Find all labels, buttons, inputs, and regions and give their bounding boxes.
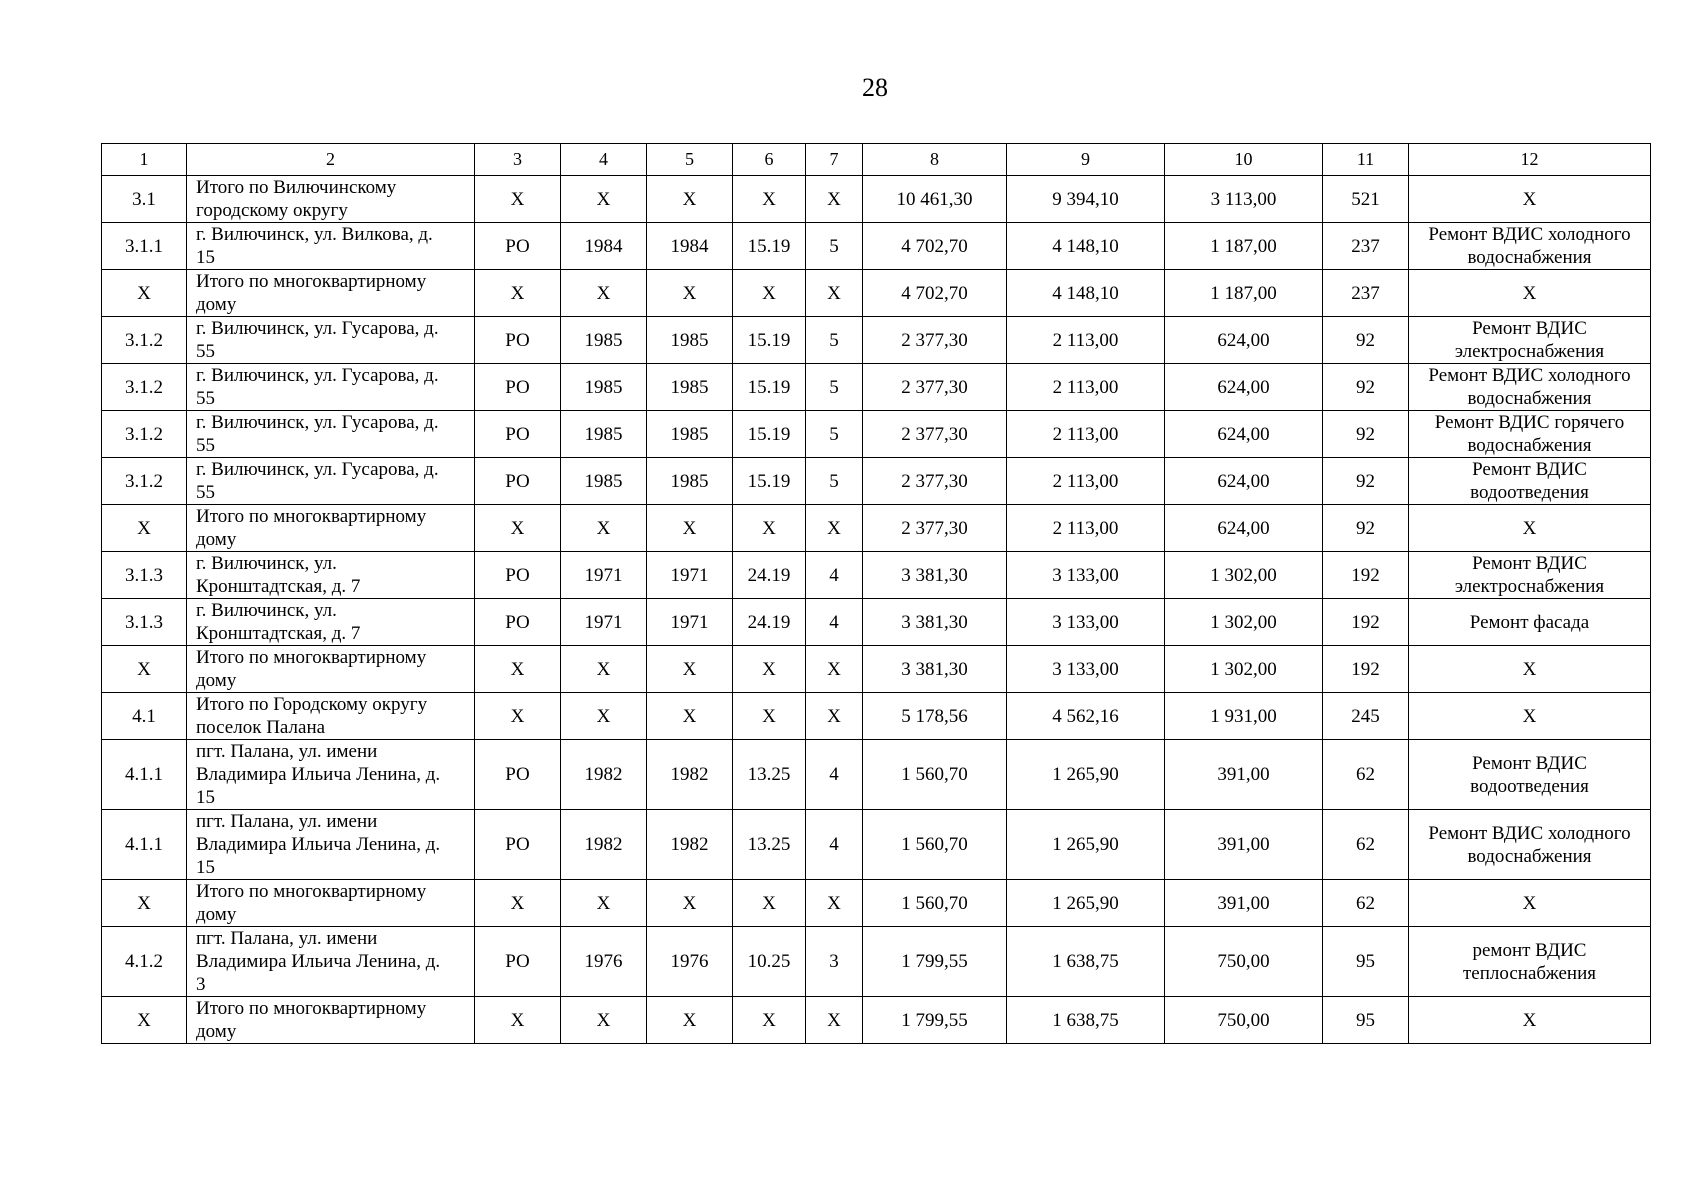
commissioning-year-cell: 1982 bbox=[561, 810, 647, 880]
table-row bbox=[102, 270, 1651, 317]
ownership-method-cell: РО bbox=[475, 552, 561, 599]
wall-material-cell: Х bbox=[733, 505, 806, 552]
table-row bbox=[102, 552, 1651, 599]
work-type-cell: Ремонт ВДИС электроснабжения bbox=[1409, 552, 1651, 599]
residential-area-cell: 3 133,00 bbox=[1007, 599, 1165, 646]
floors-cell: 4 bbox=[806, 599, 863, 646]
non-residential-area-cell: 1 931,00 bbox=[1165, 693, 1323, 740]
residents-count-cell: 62 bbox=[1323, 880, 1409, 927]
commissioning-year-cell: Х bbox=[561, 646, 647, 693]
item-number-cell: Х bbox=[102, 646, 187, 693]
total-area-cell: 2 377,30 bbox=[863, 364, 1007, 411]
repair-program-table bbox=[101, 143, 1651, 1044]
commissioning-year-cell: 1985 bbox=[561, 458, 647, 505]
wall-material-cell: Х bbox=[733, 997, 806, 1044]
ownership-method-cell: РО bbox=[475, 458, 561, 505]
building-year-cell: Х bbox=[647, 176, 733, 223]
non-residential-area-cell: 1 187,00 bbox=[1165, 270, 1323, 317]
building-year-cell: 1985 bbox=[647, 317, 733, 364]
column-number-row bbox=[102, 144, 1651, 176]
wall-material-cell: 13.25 bbox=[733, 810, 806, 880]
building-year-cell: Х bbox=[647, 646, 733, 693]
total-area-cell: 4 702,70 bbox=[863, 270, 1007, 317]
work-type-cell: Х bbox=[1409, 505, 1651, 552]
wall-material-cell: 15.19 bbox=[733, 411, 806, 458]
building-year-cell: 1984 bbox=[647, 223, 733, 270]
commissioning-year-cell: Х bbox=[561, 270, 647, 317]
non-residential-area-cell: 1 302,00 bbox=[1165, 599, 1323, 646]
wall-material-cell: Х bbox=[733, 176, 806, 223]
work-type-cell: Ремонт ВДИС холодного водоснабжения bbox=[1409, 223, 1651, 270]
residential-area-cell: 1 638,75 bbox=[1007, 927, 1165, 997]
address-cell: пгт. Палана, ул. имени Владимира Ильича Ленина, д. 15 bbox=[187, 740, 475, 810]
address-cell: Итого по Городскому округу поселок Палана bbox=[187, 693, 475, 740]
address-cell: г. Вилючинск, ул. Гусарова, д. 55 bbox=[187, 411, 475, 458]
residents-count-cell: 92 bbox=[1323, 411, 1409, 458]
total-area-cell: 3 381,30 bbox=[863, 552, 1007, 599]
address-cell: Итого по многоквартирному дому bbox=[187, 880, 475, 927]
commissioning-year-cell: 1985 bbox=[561, 411, 647, 458]
wall-material-cell: Х bbox=[733, 646, 806, 693]
ownership-method-cell: Х bbox=[475, 693, 561, 740]
floors-cell: 3 bbox=[806, 927, 863, 997]
building-year-cell: 1976 bbox=[647, 927, 733, 997]
column-number-header: 11 bbox=[1323, 144, 1409, 176]
table-body bbox=[102, 176, 1651, 1044]
work-type-cell: Х bbox=[1409, 270, 1651, 317]
building-year-cell: 1985 bbox=[647, 458, 733, 505]
residential-area-cell: 2 113,00 bbox=[1007, 505, 1165, 552]
building-year-cell: Х bbox=[647, 880, 733, 927]
building-year-cell: 1982 bbox=[647, 810, 733, 880]
non-residential-area-cell: 624,00 bbox=[1165, 411, 1323, 458]
residential-area-cell: 2 113,00 bbox=[1007, 411, 1165, 458]
column-number-header: 7 bbox=[806, 144, 863, 176]
column-number-header: 3 bbox=[475, 144, 561, 176]
item-number-cell: Х bbox=[102, 997, 187, 1044]
ownership-method-cell: РО bbox=[475, 740, 561, 810]
total-area-cell: 10 461,30 bbox=[863, 176, 1007, 223]
table-row bbox=[102, 810, 1651, 880]
residential-area-cell: 2 113,00 bbox=[1007, 458, 1165, 505]
wall-material-cell: Х bbox=[733, 880, 806, 927]
item-number-cell: 3.1.2 bbox=[102, 458, 187, 505]
floors-cell: 5 bbox=[806, 364, 863, 411]
floors-cell: 4 bbox=[806, 810, 863, 880]
non-residential-area-cell: 624,00 bbox=[1165, 458, 1323, 505]
residents-count-cell: 192 bbox=[1323, 552, 1409, 599]
residents-count-cell: 92 bbox=[1323, 458, 1409, 505]
item-number-cell: 4.1.1 bbox=[102, 810, 187, 880]
address-cell: Итого по многоквартирному дому bbox=[187, 997, 475, 1044]
ownership-method-cell: РО bbox=[475, 223, 561, 270]
wall-material-cell: Х bbox=[733, 693, 806, 740]
work-type-cell: Ремонт ВДИС горячего водоснабжения bbox=[1409, 411, 1651, 458]
item-number-cell: 4.1 bbox=[102, 693, 187, 740]
work-type-cell: Х bbox=[1409, 693, 1651, 740]
page-number: 28 bbox=[862, 73, 888, 102]
residents-count-cell: 95 bbox=[1323, 927, 1409, 997]
total-area-cell: 1 799,55 bbox=[863, 997, 1007, 1044]
commissioning-year-cell: 1984 bbox=[561, 223, 647, 270]
floors-cell: 5 bbox=[806, 317, 863, 364]
non-residential-area-cell: 624,00 bbox=[1165, 317, 1323, 364]
table-row bbox=[102, 646, 1651, 693]
item-number-cell: 3.1.3 bbox=[102, 599, 187, 646]
work-type-cell: Х bbox=[1409, 176, 1651, 223]
residential-area-cell: 4 148,10 bbox=[1007, 270, 1165, 317]
work-type-cell: Х bbox=[1409, 880, 1651, 927]
table-row bbox=[102, 176, 1651, 223]
residents-count-cell: 62 bbox=[1323, 740, 1409, 810]
residential-area-cell: 4 148,10 bbox=[1007, 223, 1165, 270]
ownership-method-cell: РО bbox=[475, 599, 561, 646]
column-number-header: 6 bbox=[733, 144, 806, 176]
commissioning-year-cell: Х bbox=[561, 997, 647, 1044]
non-residential-area-cell: 391,00 bbox=[1165, 810, 1323, 880]
non-residential-area-cell: 3 113,00 bbox=[1165, 176, 1323, 223]
non-residential-area-cell: 391,00 bbox=[1165, 740, 1323, 810]
floors-cell: 5 bbox=[806, 458, 863, 505]
building-year-cell: Х bbox=[647, 997, 733, 1044]
residents-count-cell: 237 bbox=[1323, 223, 1409, 270]
commissioning-year-cell: Х bbox=[561, 176, 647, 223]
address-cell: г. Вилючинск, ул. Кронштадтская, д. 7 bbox=[187, 599, 475, 646]
ownership-method-cell: РО bbox=[475, 411, 561, 458]
item-number-cell: 3.1.3 bbox=[102, 552, 187, 599]
address-cell: г. Вилючинск, ул. Гусарова, д. 55 bbox=[187, 317, 475, 364]
residents-count-cell: 92 bbox=[1323, 364, 1409, 411]
residents-count-cell: 62 bbox=[1323, 810, 1409, 880]
building-year-cell: 1985 bbox=[647, 411, 733, 458]
work-type-cell: ремонт ВДИС теплоснабжения bbox=[1409, 927, 1651, 997]
address-cell: г. Вилючинск, ул. Гусарова, д. 55 bbox=[187, 364, 475, 411]
column-number-header: 1 bbox=[102, 144, 187, 176]
item-number-cell: 4.1.1 bbox=[102, 740, 187, 810]
table-row bbox=[102, 411, 1651, 458]
residential-area-cell: 2 113,00 bbox=[1007, 364, 1165, 411]
commissioning-year-cell: Х bbox=[561, 880, 647, 927]
address-cell: Итого по Вилючинскому городскому округу bbox=[187, 176, 475, 223]
commissioning-year-cell: 1982 bbox=[561, 740, 647, 810]
table-row bbox=[102, 997, 1651, 1044]
item-number-cell: 4.1.2 bbox=[102, 927, 187, 997]
wall-material-cell: 15.19 bbox=[733, 458, 806, 505]
wall-material-cell: 15.19 bbox=[733, 364, 806, 411]
non-residential-area-cell: 624,00 bbox=[1165, 364, 1323, 411]
residents-count-cell: 192 bbox=[1323, 599, 1409, 646]
column-number-header: 12 bbox=[1409, 144, 1651, 176]
residential-area-cell: 1 265,90 bbox=[1007, 880, 1165, 927]
building-year-cell: Х bbox=[647, 270, 733, 317]
column-number-header: 5 bbox=[647, 144, 733, 176]
ownership-method-cell: Х bbox=[475, 997, 561, 1044]
table-row bbox=[102, 693, 1651, 740]
work-type-cell: Ремонт ВДИС холодного водоснабжения bbox=[1409, 810, 1651, 880]
address-cell: Итого по многоквартирному дому bbox=[187, 646, 475, 693]
work-type-cell: Ремонт ВДИС холодного водоснабжения bbox=[1409, 364, 1651, 411]
non-residential-area-cell: 1 187,00 bbox=[1165, 223, 1323, 270]
building-year-cell: 1971 bbox=[647, 599, 733, 646]
ownership-method-cell: РО bbox=[475, 927, 561, 997]
building-year-cell: 1971 bbox=[647, 552, 733, 599]
table-row bbox=[102, 317, 1651, 364]
residential-area-cell: 3 133,00 bbox=[1007, 646, 1165, 693]
residential-area-cell: 3 133,00 bbox=[1007, 552, 1165, 599]
ownership-method-cell: РО bbox=[475, 810, 561, 880]
floors-cell: Х bbox=[806, 270, 863, 317]
wall-material-cell: 15.19 bbox=[733, 223, 806, 270]
wall-material-cell: 10.25 bbox=[733, 927, 806, 997]
column-number-header: 9 bbox=[1007, 144, 1165, 176]
work-type-cell: Х bbox=[1409, 646, 1651, 693]
work-type-cell: Х bbox=[1409, 997, 1651, 1044]
non-residential-area-cell: 391,00 bbox=[1165, 880, 1323, 927]
residential-area-cell: 1 265,90 bbox=[1007, 740, 1165, 810]
residents-count-cell: 92 bbox=[1323, 317, 1409, 364]
total-area-cell: 1 799,55 bbox=[863, 927, 1007, 997]
column-number-header: 10 bbox=[1165, 144, 1323, 176]
work-type-cell: Ремонт фасада bbox=[1409, 599, 1651, 646]
address-cell: Итого по многоквартирному дому bbox=[187, 505, 475, 552]
floors-cell: 5 bbox=[806, 411, 863, 458]
residents-count-cell: 237 bbox=[1323, 270, 1409, 317]
non-residential-area-cell: 750,00 bbox=[1165, 997, 1323, 1044]
residential-area-cell: 9 394,10 bbox=[1007, 176, 1165, 223]
building-year-cell: 1982 bbox=[647, 740, 733, 810]
residential-area-cell: 2 113,00 bbox=[1007, 317, 1165, 364]
non-residential-area-cell: 1 302,00 bbox=[1165, 552, 1323, 599]
address-cell: пгт. Палана, ул. имени Владимира Ильича Ленина, д. 15 bbox=[187, 810, 475, 880]
total-area-cell: 4 702,70 bbox=[863, 223, 1007, 270]
column-number-header: 2 bbox=[187, 144, 475, 176]
floors-cell: Х bbox=[806, 646, 863, 693]
total-area-cell: 3 381,30 bbox=[863, 599, 1007, 646]
ownership-method-cell: РО bbox=[475, 317, 561, 364]
floors-cell: 5 bbox=[806, 223, 863, 270]
building-year-cell: Х bbox=[647, 693, 733, 740]
residential-area-cell: 1 638,75 bbox=[1007, 997, 1165, 1044]
table-row bbox=[102, 458, 1651, 505]
table-row bbox=[102, 880, 1651, 927]
work-type-cell: Ремонт ВДИС электроснабжения bbox=[1409, 317, 1651, 364]
column-number-header: 4 bbox=[561, 144, 647, 176]
commissioning-year-cell: 1985 bbox=[561, 317, 647, 364]
address-cell: г. Вилючинск, ул. Гусарова, д. 55 bbox=[187, 458, 475, 505]
non-residential-area-cell: 1 302,00 bbox=[1165, 646, 1323, 693]
table-row bbox=[102, 505, 1651, 552]
floors-cell: Х bbox=[806, 505, 863, 552]
residential-area-cell: 1 265,90 bbox=[1007, 810, 1165, 880]
commissioning-year-cell: 1985 bbox=[561, 364, 647, 411]
item-number-cell: 3.1.2 bbox=[102, 317, 187, 364]
ownership-method-cell: Х bbox=[475, 176, 561, 223]
commissioning-year-cell: 1971 bbox=[561, 552, 647, 599]
work-type-cell: Ремонт ВДИС водоотведения bbox=[1409, 458, 1651, 505]
wall-material-cell: 13.25 bbox=[733, 740, 806, 810]
residents-count-cell: 95 bbox=[1323, 997, 1409, 1044]
commissioning-year-cell: Х bbox=[561, 693, 647, 740]
wall-material-cell: 24.19 bbox=[733, 599, 806, 646]
item-number-cell: 3.1.2 bbox=[102, 364, 187, 411]
floors-cell: Х bbox=[806, 176, 863, 223]
floors-cell: Х bbox=[806, 693, 863, 740]
address-cell: г. Вилючинск, ул. Вилкова, д. 15 bbox=[187, 223, 475, 270]
ownership-method-cell: РО bbox=[475, 364, 561, 411]
residents-count-cell: 521 bbox=[1323, 176, 1409, 223]
table-row bbox=[102, 740, 1651, 810]
table-row bbox=[102, 599, 1651, 646]
item-number-cell: 3.1.2 bbox=[102, 411, 187, 458]
floors-cell: 4 bbox=[806, 552, 863, 599]
total-area-cell: 3 381,30 bbox=[863, 646, 1007, 693]
ownership-method-cell: Х bbox=[475, 646, 561, 693]
building-year-cell: 1985 bbox=[647, 364, 733, 411]
address-cell: Итого по многоквартирному дому bbox=[187, 270, 475, 317]
non-residential-area-cell: 750,00 bbox=[1165, 927, 1323, 997]
residents-count-cell: 92 bbox=[1323, 505, 1409, 552]
total-area-cell: 2 377,30 bbox=[863, 458, 1007, 505]
address-cell: пгт. Палана, ул. имени Владимира Ильича Ленина, д. 3 bbox=[187, 927, 475, 997]
ownership-method-cell: Х bbox=[475, 270, 561, 317]
total-area-cell: 2 377,30 bbox=[863, 317, 1007, 364]
item-number-cell: Х bbox=[102, 270, 187, 317]
address-cell: г. Вилючинск, ул. Кронштадтская, д. 7 bbox=[187, 552, 475, 599]
ownership-method-cell: Х bbox=[475, 505, 561, 552]
residential-area-cell: 4 562,16 bbox=[1007, 693, 1165, 740]
wall-material-cell: Х bbox=[733, 270, 806, 317]
column-number-header: 8 bbox=[863, 144, 1007, 176]
commissioning-year-cell: 1976 bbox=[561, 927, 647, 997]
residents-count-cell: 192 bbox=[1323, 646, 1409, 693]
item-number-cell: 3.1 bbox=[102, 176, 187, 223]
total-area-cell: 5 178,56 bbox=[863, 693, 1007, 740]
total-area-cell: 1 560,70 bbox=[863, 880, 1007, 927]
item-number-cell: 3.1.1 bbox=[102, 223, 187, 270]
total-area-cell: 1 560,70 bbox=[863, 810, 1007, 880]
non-residential-area-cell: 624,00 bbox=[1165, 505, 1323, 552]
table-row bbox=[102, 223, 1651, 270]
wall-material-cell: 15.19 bbox=[733, 317, 806, 364]
item-number-cell: Х bbox=[102, 880, 187, 927]
residents-count-cell: 245 bbox=[1323, 693, 1409, 740]
building-year-cell: Х bbox=[647, 505, 733, 552]
floors-cell: Х bbox=[806, 880, 863, 927]
work-type-cell: Ремонт ВДИС водоотведения bbox=[1409, 740, 1651, 810]
commissioning-year-cell: 1971 bbox=[561, 599, 647, 646]
total-area-cell: 2 377,30 bbox=[863, 411, 1007, 458]
floors-cell: 4 bbox=[806, 740, 863, 810]
total-area-cell: 2 377,30 bbox=[863, 505, 1007, 552]
table-row bbox=[102, 364, 1651, 411]
table-row bbox=[102, 927, 1651, 997]
ownership-method-cell: Х bbox=[475, 880, 561, 927]
wall-material-cell: 24.19 bbox=[733, 552, 806, 599]
floors-cell: Х bbox=[806, 997, 863, 1044]
item-number-cell: Х bbox=[102, 505, 187, 552]
commissioning-year-cell: Х bbox=[561, 505, 647, 552]
total-area-cell: 1 560,70 bbox=[863, 740, 1007, 810]
